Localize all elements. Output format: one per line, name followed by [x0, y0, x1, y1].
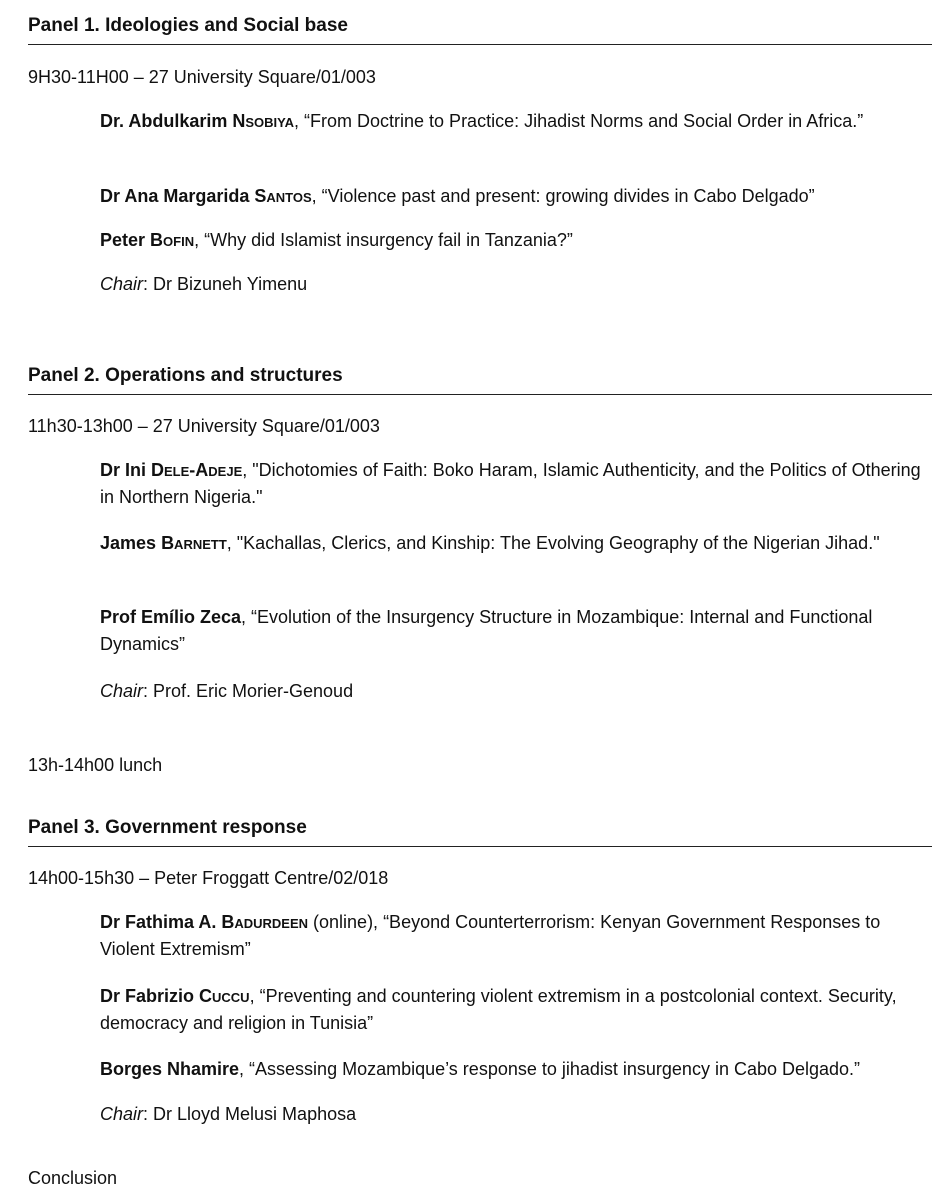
panel-3-heading [28, 817, 932, 847]
panel-1-time: 9H30-11H00 – 27 University Square/01/003 [28, 67, 376, 87]
speaker-surname: Dele-Adeje [151, 460, 243, 480]
talk-title: , “Assessing Mozambique’s response to jihadist insurgency in Cabo Delgado.” [239, 1059, 861, 1079]
talk-title: , "Kachallas, Clerics, and Kinship: The Evolving Geography of the Nigerian Jihad." [226, 533, 880, 553]
panel-1-talk-3 [100, 227, 930, 254]
panel-2-talk-1 [100, 457, 930, 511]
talk-title: , “From Doctrine to Practice: Jihadist Norms and Social Order in Africa.” [294, 111, 864, 131]
lunch-break: 13h-14h00 lunch [28, 755, 163, 775]
speaker-name: Dr Fabrizio [100, 986, 200, 1006]
speaker-name: Dr. Abdulkarim [100, 111, 233, 131]
talk-title: , “Preventing and countering violent extremism in a postcolonial context. Security, democracy and religion in Tunisia” [100, 986, 897, 1033]
panel-3-talk-1 [100, 909, 930, 963]
panel-2-chair [100, 678, 930, 705]
chair-label: Chair [100, 681, 144, 701]
panel-3-title: Panel 3. Government response [28, 817, 307, 838]
speaker-name: Peter [100, 230, 151, 250]
speaker-surname: Barnett [161, 533, 227, 553]
panel-2-title: Panel 2. Operations and structures [28, 365, 343, 386]
panel-2-time: 11h30-13h00 – 27 University Square/01/003 [28, 416, 380, 436]
panel-1-talk-1 [100, 108, 930, 135]
chair-label: Chair [100, 274, 144, 294]
panel-1-title: Panel 1. Ideologies and Social base [28, 15, 348, 36]
speaker-surname: Cuccu [199, 986, 250, 1006]
speaker-surname: Badurdeen [221, 912, 309, 932]
panel-2-heading [28, 365, 932, 395]
speaker-name: Dr Ana Margarida [100, 186, 255, 206]
panel-3-talk-2 [100, 983, 930, 1037]
panel-2-talk-3 [100, 604, 930, 658]
panel-3-talk-3 [100, 1056, 930, 1083]
panel-3-time: 14h00-15h30 – Peter Froggatt Centre/02/018 [28, 868, 389, 888]
speaker-surname: Santos [254, 186, 312, 206]
chair-name: : Prof. Eric Morier-Genoud [143, 681, 354, 701]
talk-title: , “Why did Islamist insurgency fail in Tanzania?” [194, 230, 573, 250]
speaker-name: Dr Fathima A. [100, 912, 222, 932]
panel-1-heading [28, 15, 932, 45]
speaker-surname: Bofin [150, 230, 195, 250]
speaker-name: James [100, 533, 162, 553]
speaker-name: Dr Ini [100, 460, 152, 480]
speaker-name: Prof Emílio Zeca [100, 607, 242, 627]
chair-label: Chair [100, 1104, 144, 1124]
talk-title: (online), “Beyond Counterterrorism: Kenyan Government Responses to Violent Extremism” [100, 912, 881, 959]
chair-name: : Dr Bizuneh Yimenu [143, 274, 308, 294]
talk-title: , “Violence past and present: growing divides in Cabo Delgado” [311, 186, 815, 206]
conclusion: Conclusion [28, 1168, 118, 1188]
panel-1-chair [100, 271, 930, 298]
panel-3-chair [100, 1101, 930, 1128]
speaker-name: Borges Nhamire [100, 1059, 240, 1079]
talk-title: , "Dichotomies of Faith: Boko Haram, Islamic Authenticity, and the Politics of Othering in Northern Nigeria." [100, 460, 921, 507]
speaker-surname: Nsobiya [232, 111, 295, 131]
panel-2-talk-2 [100, 530, 930, 557]
panel-1-talk-2 [100, 183, 930, 210]
chair-name: : Dr Lloyd Melusi Maphosa [143, 1104, 357, 1124]
talk-title: , “Evolution of the Insurgency Structure in Mozambique: Internal and Functional Dynamics” [100, 607, 873, 654]
